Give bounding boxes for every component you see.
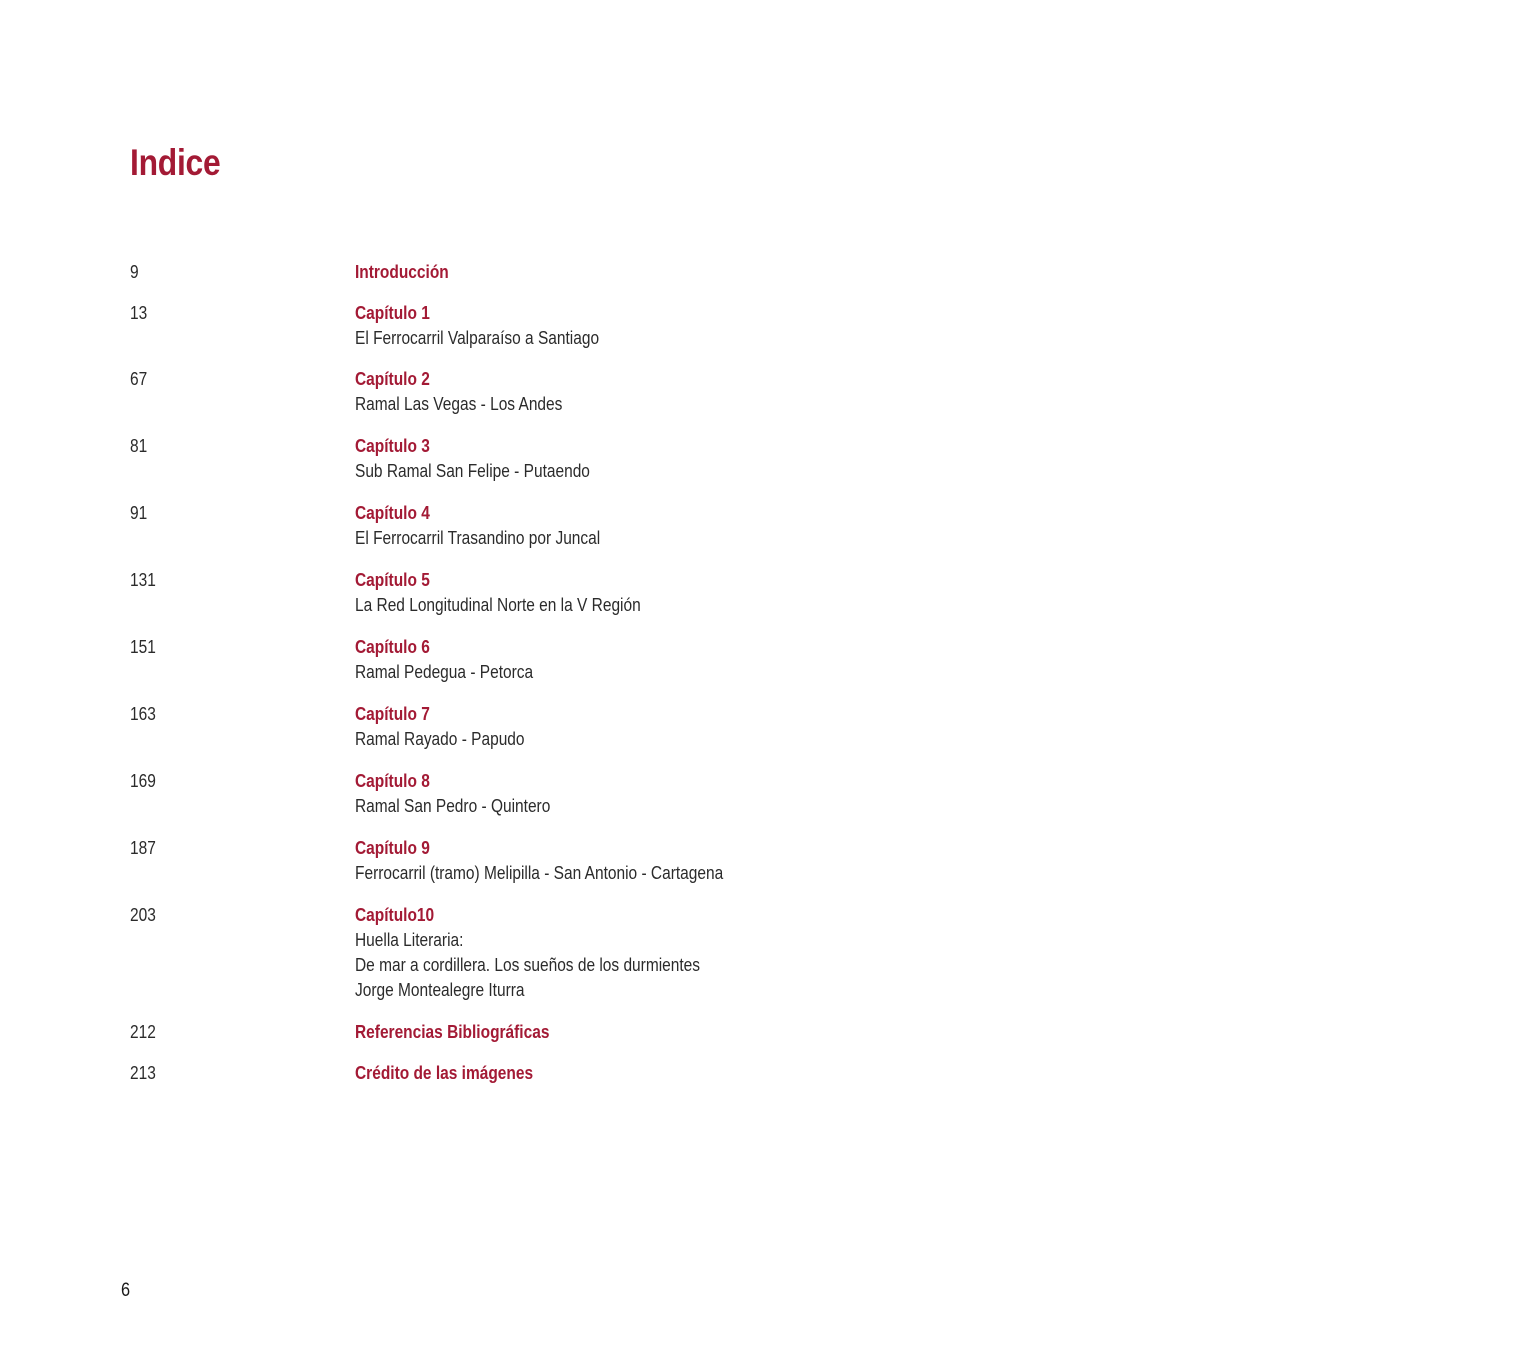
toc-heading[interactable]: Referencias Bibliográficas [355, 1022, 550, 1042]
toc-entry-introduccion[interactable] [130, 260, 1030, 285]
toc-heading[interactable]: Capítulo 9 [355, 838, 430, 858]
toc-author: Jorge Montealegre Iturra [355, 980, 525, 1000]
toc-subtitle: Ramal Las Vegas - Los Andes [355, 394, 563, 414]
toc-entry-capitulo-3[interactable] [130, 434, 1030, 484]
toc-heading[interactable]: Capítulo 6 [355, 637, 430, 657]
toc-subtitle: Ferrocarril (tramo) Melipilla - San Antonio - Cartagena [355, 863, 724, 883]
page-title: Indice [130, 142, 221, 183]
toc-heading[interactable]: Capítulo 5 [355, 570, 430, 590]
toc-heading[interactable]: Capítulo 7 [355, 704, 430, 724]
toc-heading[interactable]: Introducción [355, 262, 449, 282]
toc-entry-capitulo-7[interactable] [130, 702, 1030, 752]
toc-heading[interactable]: Capítulo10 [355, 905, 435, 925]
toc-entry-capitulo-8[interactable] [130, 769, 1030, 819]
table-of-contents [130, 260, 1030, 1086]
toc-entry-credito-imagenes[interactable] [130, 1061, 1030, 1086]
toc-page-number: 13 [130, 303, 148, 323]
toc-page-number: 131 [130, 570, 156, 590]
toc-page-number: 212 [130, 1022, 156, 1042]
toc-entry-capitulo-10[interactable] [130, 903, 1030, 1003]
toc-subtitle: Sub Ramal San Felipe - Putaendo [355, 461, 590, 481]
toc-entry-capitulo-4[interactable] [130, 501, 1030, 551]
toc-subtitle: De mar a cordillera. Los sueños de los durmientes [355, 955, 701, 975]
toc-subtitle: Huella Literaria: [355, 930, 464, 950]
toc-entry-capitulo-1[interactable] [130, 301, 1030, 351]
toc-page-number: 67 [130, 369, 148, 389]
toc-page-number: 9 [130, 262, 139, 282]
toc-page-number: 213 [130, 1063, 156, 1083]
toc-subtitle: Ramal Pedegua - Petorca [355, 662, 534, 682]
toc-entry-capitulo-6[interactable] [130, 635, 1030, 685]
toc-heading[interactable]: Capítulo 2 [355, 369, 430, 389]
toc-heading[interactable]: Capítulo 8 [355, 771, 430, 791]
toc-subtitle: Ramal Rayado - Papudo [355, 729, 525, 749]
toc-entry-capitulo-9[interactable] [130, 836, 1030, 886]
toc-page-number: 187 [130, 838, 156, 858]
toc-heading[interactable]: Capítulo 4 [355, 503, 430, 523]
toc-page-number: 91 [130, 503, 148, 523]
toc-page-number: 151 [130, 637, 156, 657]
toc-heading[interactable]: Crédito de las imágenes [355, 1063, 534, 1083]
toc-page-number: 203 [130, 905, 156, 925]
toc-entry-referencias[interactable] [130, 1020, 1030, 1045]
toc-entry-capitulo-5[interactable] [130, 568, 1030, 618]
toc-page-number: 169 [130, 771, 156, 791]
page-number: 6 [121, 1280, 131, 1301]
toc-subtitle: El Ferrocarril Valparaíso a Santiago [355, 328, 600, 348]
toc-subtitle: La Red Longitudinal Norte en la V Región [355, 595, 641, 615]
toc-subtitle: El Ferrocarril Trasandino por Juncal [355, 528, 601, 548]
toc-entry-capitulo-2[interactable] [130, 367, 1030, 417]
toc-heading[interactable]: Capítulo 3 [355, 436, 430, 456]
toc-page-number: 163 [130, 704, 156, 724]
toc-subtitle: Ramal San Pedro - Quintero [355, 796, 551, 816]
toc-page-number: 81 [130, 436, 148, 456]
toc-heading[interactable]: Capítulo 1 [355, 303, 430, 323]
